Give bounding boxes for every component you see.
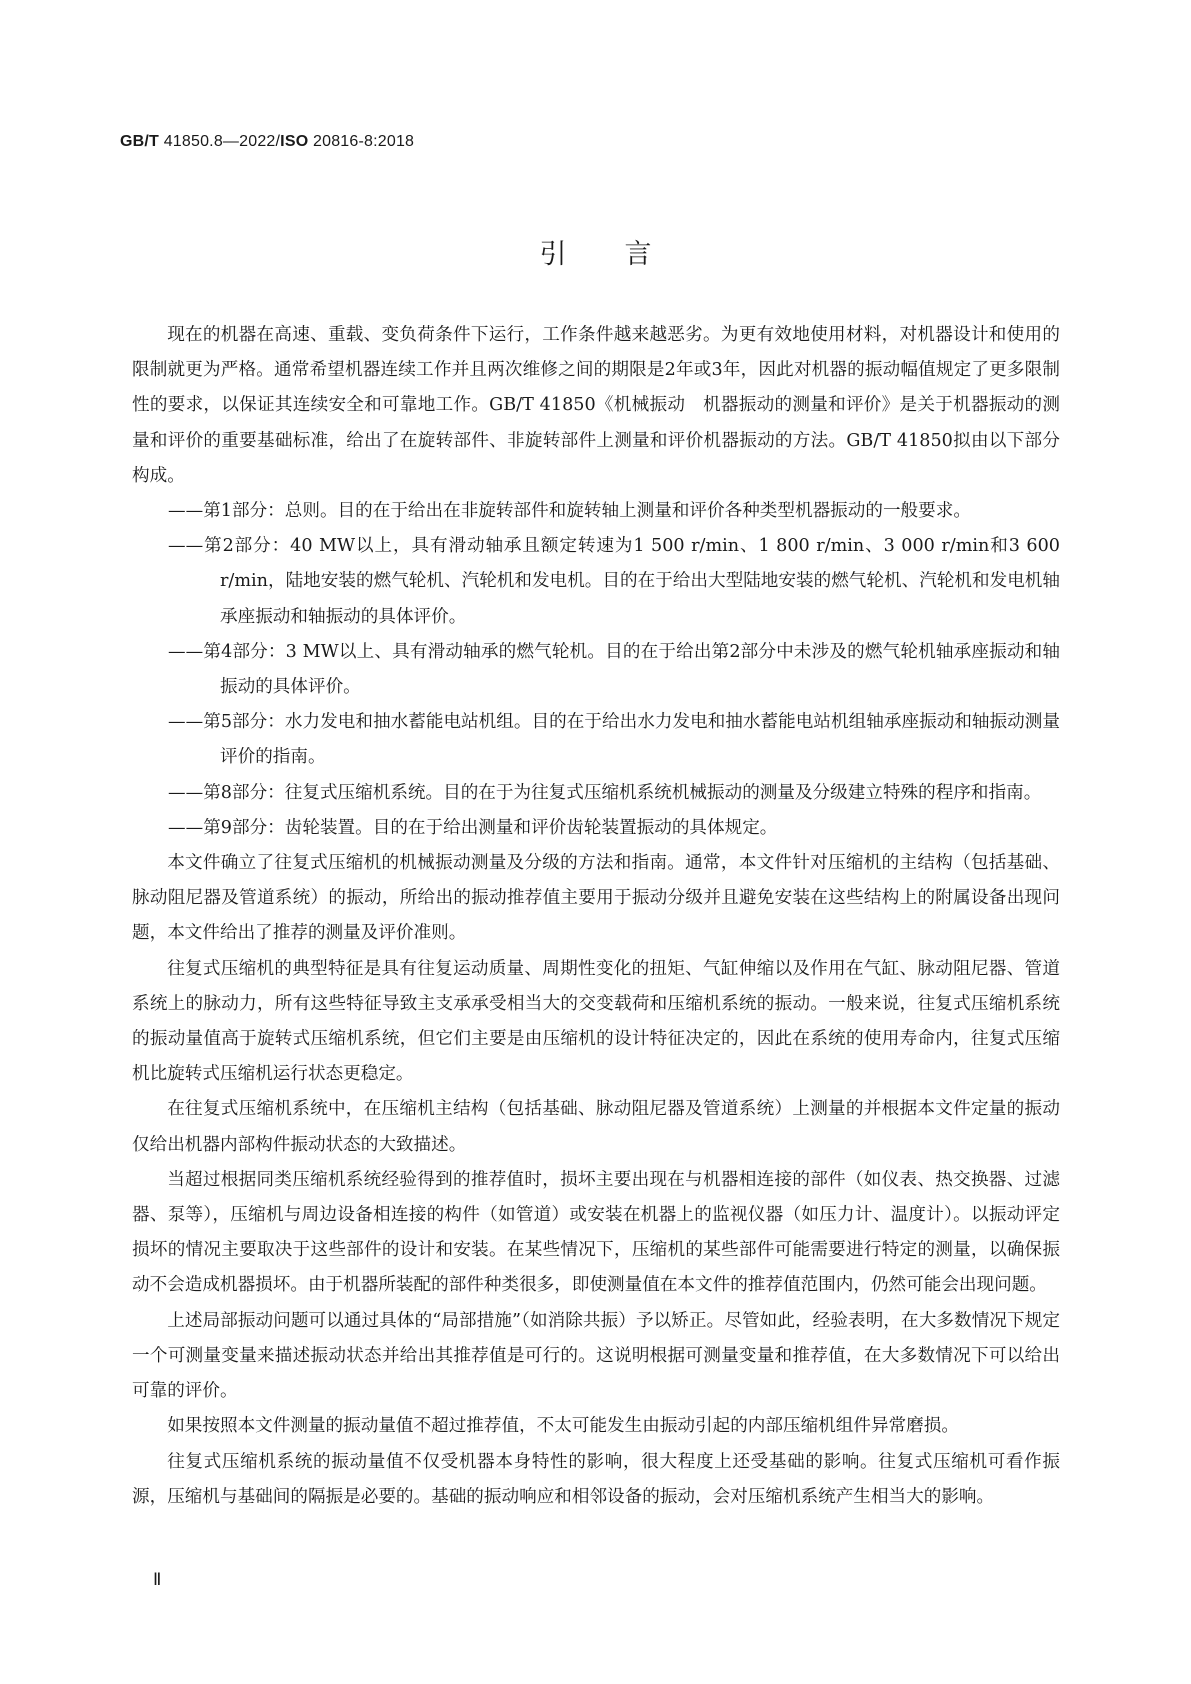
part-list-item: ——第1部分：总则。目的在于给出在非旋转部件和旋转轴上测量和评价各种类型机器振动的一般要求。 <box>168 501 971 522</box>
part-list-item: ——第8部分：往复式压缩机系统。目的在于为往复式压缩机系统机械振动的测量及分级建立特殊的程序和指南。 <box>168 782 1042 803</box>
header-iso-code: ISO <box>280 133 309 150</box>
part-list-item: ——第5部分：水力发电和抽水蓄能电站机组。目的在于给出水力发电和抽水蓄能电站机组轴承座振动和轴振动测量评价的指南。 <box>168 712 1060 768</box>
header-iso-number: 20816-8:2018 <box>313 133 415 150</box>
document-header <box>120 133 414 151</box>
part-list-item: ——第4部分：3 MW以上、具有滑动轴承的燃气轮机。目的在于给出第2部分中未涉及的燃气轮机轴承座振动和轴振动的具体评价。 <box>168 641 1060 698</box>
part-list-item: ——第9部分：齿轮装置。目的在于给出测量和评价齿轮装置振动的具体规定。 <box>168 817 778 838</box>
body-paragraph: 在往复式压缩机系统中，在压缩机主结构（包括基础、脉动阻尼器及管道系统）上测量的并根据本文件定量的振动仅给出机器内部构件振动状态的大致描述。 <box>132 1099 1060 1155</box>
page-number: Ⅱ <box>153 1570 162 1589</box>
body-paragraph: 当超过根据同类压缩机系统经验得到的推荐值时，损坏主要出现在与机器相连接的部件（如仪表、热交换器、过滤器、泵等），压缩机与周边设备相连接的构件（如管道）或安装在机器上的监视仪器（如压力计、温度计）。以振动评定损坏的情况主要取决于这些部件的设计和安装。在某些情况下，压缩机的某些部件可能需要进行特定的测量，以确保振动不会造成机器损坏。由于机器所装配的部件种类很多，即使测量值在本文件的推荐值范围内，仍然可能会出现问题。 <box>132 1169 1060 1296</box>
body-paragraph: 往复式压缩机的典型特征是具有往复运动质量、周期性变化的扭矩、气缸伸缩以及作用在气缸、脉动阻尼器、管道系统上的脉动力，所有这些特征导致主支承承受相当大的交变载荷和压缩机系统的振动。一般来说，往复式压缩机系统的振动量值高于旋转式压缩机系统，但它们主要是由压缩机的设计特征决定的，因此在系统的使用寿命内，往复式压缩机比旋转式压缩机运行状态更稳定。 <box>132 958 1060 1085</box>
intro-paragraph: 现在的机器在高速、重载、变负荷条件下运行，工作条件越来越恶劣。为更有效地使用材料，对机器设计和使用的限制就更为严格。通常希望机器连续工作并且两次维修之间的期限是2年或3年，因此对机器的振动幅值规定了更多限制性的要求，以保证其连续安全和可靠地工作。GB/T 41850《机械振动 机器振动的测量和评价》是关于机器振动的测量和评价的重要基础标准，给出了在旋转部件、非旋转部件上测量和评价机器振动的方法。GB/T 41850拟由以下部分构成。 <box>132 325 1060 486</box>
header-gb-number: 41850.8—2022/ <box>163 133 281 150</box>
body-content <box>132 318 1060 1515</box>
body-paragraph: 上述局部振动问题可以通过具体的“局部措施”（如消除共振）予以矫正。尽管如此，经验表明，在大多数情况下规定一个可测量变量来描述振动状态并给出其推荐值是可行的。这说明根据可测量变量和推荐值，在大多数情况下可以给出可靠的评价。 <box>132 1310 1060 1402</box>
body-paragraph: 往复式压缩机系统的振动量值不仅受机器本身特性的影响，很大程度上还受基础的影响。往复式压缩机可看作振源，压缩机与基础间的隔振是必要的。基础的振动响应和相邻设备的振动，会对压缩机系统产生相当大的影响。 <box>132 1451 1060 1507</box>
header-gb-code: GB/T <box>120 133 160 150</box>
body-paragraph: 如果按照本文件测量的振动量值不超过推荐值，不太可能发生由振动引起的内部压缩机组件异常磨损。 <box>167 1416 959 1437</box>
body-paragraph: 本文件确立了往复式压缩机的机械振动测量及分级的方法和指南。通常，本文件针对压缩机的主结构（包括基础、脉动阻尼器及管道系统）的振动，所给出的振动推荐值主要用于振动分级并且避免安装在这些结构上的附属设备出现问题，本文件给出了推荐的测量及评价准则。 <box>132 853 1060 944</box>
page-title: 引言 <box>539 239 710 270</box>
part-list-item: ——第2部分：40 MW以上，具有滑动轴承且额定转速为1 500 r/min、1 800 r/min、3 000 r/min和3 600 r/min，陆地安装的燃气轮机、汽轮机和发电机。目的在于给出大型陆地安装的燃气轮机、汽轮机和发电机轴承座振动和轴振动的具体评价。 <box>168 536 1060 627</box>
